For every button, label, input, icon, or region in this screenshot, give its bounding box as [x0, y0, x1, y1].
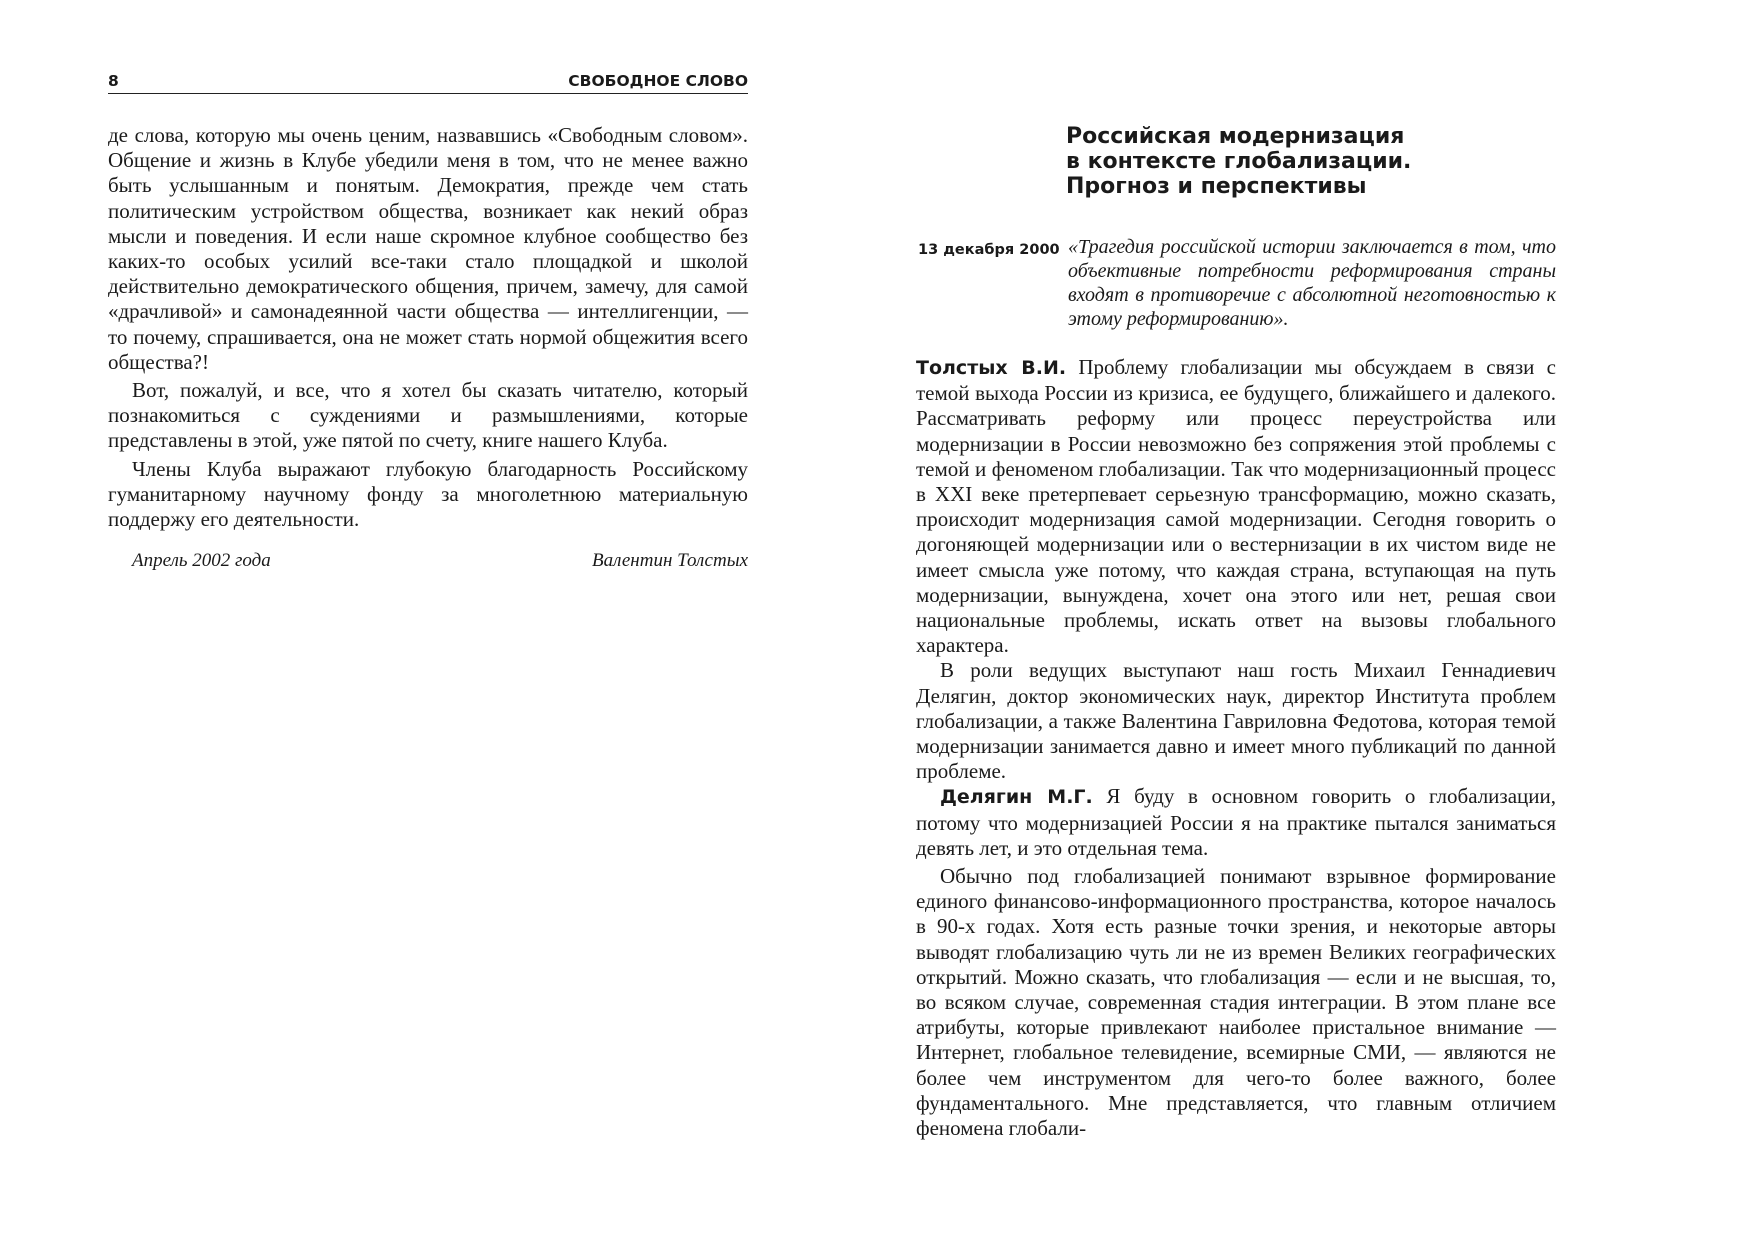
paragraph-text: Я буду в основном говорить о глобализации, потому что модернизацией России я на практике пытался заниматься девять лет, и это отдельная тема. — [916, 784, 1556, 860]
epigraph: «Трагедия российской истории заключается в том, что объективные потребности реформирования страны входят в противоречие с абсолютной неготовностью к этому реформированию». — [1068, 236, 1556, 330]
chapter-title — [1066, 124, 1466, 199]
paragraph — [916, 784, 1556, 861]
session-date: 13 декабря 2000 — [918, 242, 1060, 258]
left-body-text — [108, 123, 748, 532]
title-line: Российская модернизация — [1066, 124, 1405, 149]
speaker-name: Толстых В.И. — [916, 357, 1067, 379]
sign-date: Апрель 2002 года — [132, 550, 271, 572]
paragraph: Члены Клуба выражают глубокую благодарность Российскому гуманитарному научному фонду за многолетнюю материальную поддержу его деятельности. — [108, 456, 748, 532]
paragraph: де слова, которую мы очень ценим, назвавшись «Свободным словом». Общение и жизнь в Клубе убедили меня в том, что не менее важно быть услышанным и понятым. Демократия, прежде чем стать политическим устройством общества, возникает как некий образ мысли и поведения. И если наше скромное клубное сообщество без каких-то особых усилий все-таки стало площадкой и школой действительно демократического общения, причем, замечу, для самой «драчливой» и самонадеянной части общества — интеллигенции, — то почему, спрашивается, она не может стать нормой общежития всего общества?! — [108, 123, 748, 374]
title-line: в контексте глобализации. — [1066, 149, 1412, 174]
right-page — [916, 124, 1556, 1141]
paragraph: Вот, пожалуй, и все, что я хотел бы сказать читателю, который познакомиться с суждениями и размышлениями, которые представлены в этой, уже пятой по счету, книге нашего Клуба. — [108, 378, 748, 453]
paragraph-text: Проблему глобализации мы обсуждаем в связи с темой выхода России из кризиса, ее будущего, ближайшего и далекого. Рассматривать реформу или процесс переустройства или модернизации в России невозможно без сопряжения этой проблемы с темой и феноменом глобализации. Так что модернизационный процесс в XXI веке претерпевает серьезную трансформацию, можно сказать, происходит модернизация самой модернизации. Сегодня говорить о догоняющей модернизации или о вестернизации в их чистом виде не имеет смысла уже потому, что каждая страна, вступающая на путь модернизации, вынуждена, хочет она этого или нет, решая свои национальные проблемы, искать ответ на вызовы глобального характера. — [916, 355, 1556, 658]
title-line: Прогноз и перспективы — [1066, 174, 1367, 199]
running-head — [108, 68, 748, 94]
right-body-text — [916, 355, 1556, 1141]
left-page — [108, 68, 748, 572]
epigraph-row — [916, 235, 1556, 331]
signature-row — [108, 550, 748, 572]
paragraph: Обычно под глобализацией понимают взрывное формирование единого финансово-информационного пространства, которое началось в 90-х годах. Хотя есть разные точки зрения, и некоторые авторы выводят глобализацию чуть ли не из времен Великих географических открытий. Можно сказать, что глобализация — если и не высшая, то, во всяком случае, современная стадия интеграции. В этом плане все атрибуты, которые привлекают наиболее пристальное внимание — Интернет, глобальное телевидение, всемирные СМИ, — являются не более чем инструментом для чего-то более важного, более фундаментального. Мне представляется, что главным отличием феномена глобали- — [916, 864, 1556, 1141]
paragraph: В роли ведущих выступают наш гость Михаил Геннадиевич Делягин, доктор экономических наук, директор Института проблем глобализации, а также Валентина Гавриловна Федотова, которая темой модернизации занимается давно и имеет много публикаций по данной проблеме. — [916, 658, 1556, 784]
speaker-name: Делягин М.Г. — [940, 786, 1093, 809]
page-number: 8 — [108, 72, 119, 90]
paragraph — [916, 355, 1556, 658]
sign-author: Валентин Толстых — [592, 550, 748, 572]
running-title: СВОБОДНОЕ СЛОВО — [568, 72, 748, 90]
